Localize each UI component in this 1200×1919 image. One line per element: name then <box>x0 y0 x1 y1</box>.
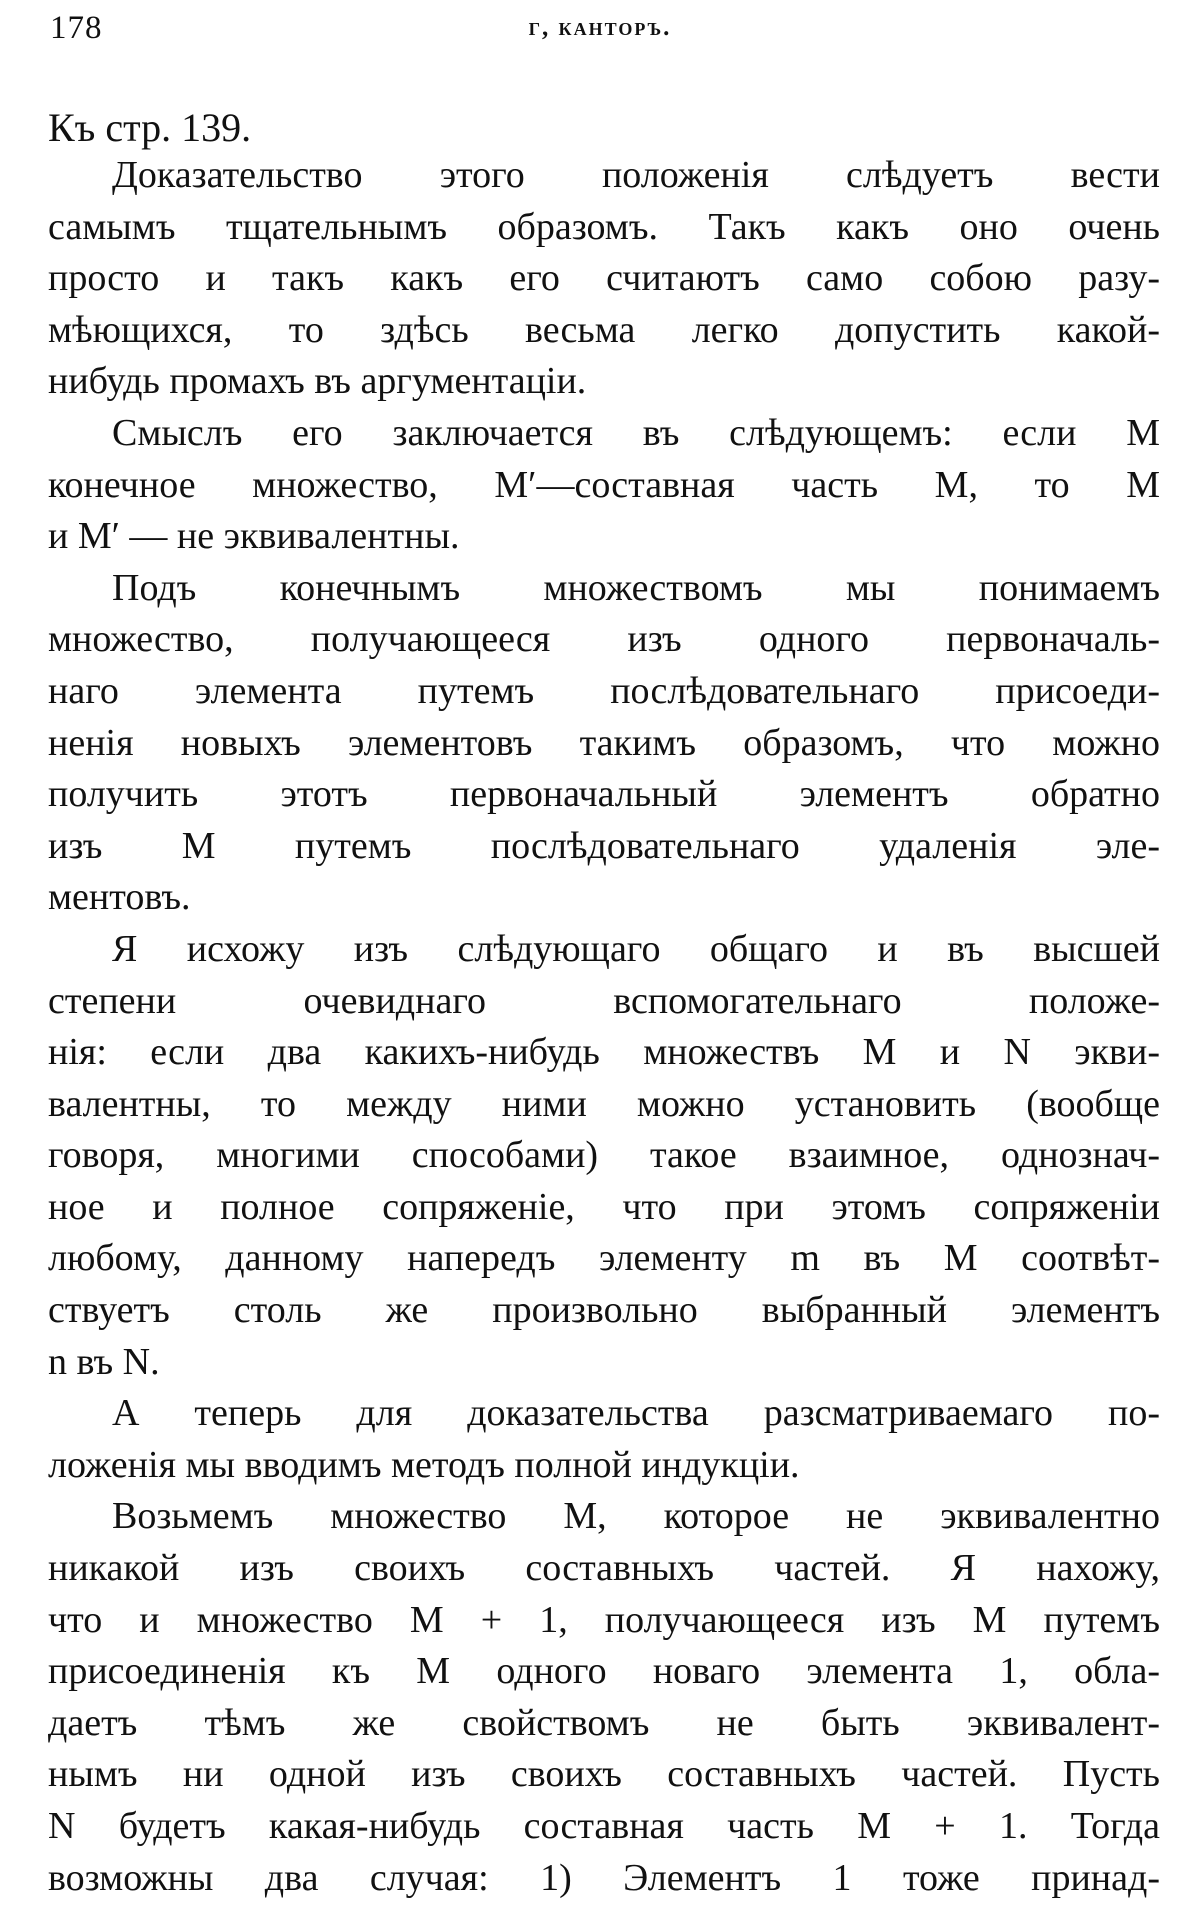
text-line: Доказательство этого положенія слѣдуетъ вести <box>112 154 1160 196</box>
running-head <box>50 10 1150 54</box>
text-line: получить этотъ первоначальный элементъ обратно <box>48 773 1160 816</box>
text-line: нибудь промахъ въ аргументаціи. <box>48 360 587 403</box>
text-line: нымъ ни одной изъ своихъ составныхъ частей. Пусть <box>48 1753 1160 1796</box>
body-text <box>48 150 1160 1904</box>
text-line: ствуетъ столь же произвольно выбранный элементъ <box>48 1289 1160 1332</box>
text-line: самымъ тщательнымъ образомъ. Такъ какъ оно очень <box>48 205 1160 248</box>
text-line: возможны два случая: 1) Элементъ 1 тоже принад- <box>48 1856 1160 1899</box>
text-line: n въ N. <box>48 1340 160 1383</box>
text-line: А теперь для доказательства разсматриваемаго по- <box>112 1392 1160 1435</box>
text-line: валентны, то между ними можно установить (вообще <box>48 1082 1160 1125</box>
text-line: нія: если два какихъ-нибудь множествъ M и N экви- <box>48 1031 1160 1074</box>
text-line: ное и полное сопряженіе, что при этомъ сопряженіи <box>48 1185 1160 1228</box>
text-line: и M′ — не эквивалентны. <box>48 515 460 558</box>
text-line: ненія новыхъ элементовъ такимъ образомъ, что можно <box>48 721 1160 764</box>
text-line: что и множество M + 1, получающееся изъ M путемъ <box>48 1598 1160 1641</box>
text-line: присоединенія къ M одного новаго элемента 1, обла- <box>48 1650 1160 1693</box>
text-line: ментовъ. <box>48 876 191 919</box>
text-line: никакой изъ своихъ составныхъ частей. Я нахожу, <box>48 1547 1160 1590</box>
text-line: Возьмемъ множество M, которое не эквивалентно <box>112 1495 1160 1538</box>
text-line: наго элемента путемъ послѣдовательнаго присоеди- <box>48 669 1160 712</box>
text-line: ложенія мы вводимъ методъ полной индукціи. <box>48 1443 800 1486</box>
text-line: просто и такъ какъ его считаютъ само собою разу- <box>48 257 1160 300</box>
text-line: конечное множество, M′—составная часть M, то M <box>48 463 1160 506</box>
page-number: 178 <box>50 10 103 46</box>
section-reference: Къ стр. 139. <box>48 105 252 150</box>
text-line: Я исхожу изъ слѣдующаго общаго и въ высшей <box>112 927 1160 970</box>
text-line: изъ M путемъ послѣдовательнаго удаленія эле- <box>48 824 1160 867</box>
text-line: говоря, многими способами) такое взаимное, однознач- <box>48 1134 1160 1177</box>
text-line: множество, получающееся изъ одного первоначаль- <box>48 618 1160 661</box>
text-line: N будетъ какая-нибудь составная часть M + 1. Тогда <box>48 1805 1160 1847</box>
text-line: даетъ тѣмъ же свойствомъ не быть эквивалент- <box>48 1701 1160 1744</box>
text-line: Смыслъ его заключается въ слѣдующемъ: если M <box>112 411 1160 454</box>
text-line: Подъ конечнымъ множествомъ мы понимаемъ <box>112 566 1160 609</box>
running-title: г, канторъ. <box>528 14 672 41</box>
text-line: любому, данному напередъ элементу m въ M соотвѣт- <box>48 1237 1160 1280</box>
text-line: степени очевиднаго вспомогательнаго положе- <box>48 979 1160 1022</box>
text-line: мѣющихся, то здѣсь весьма легко допустить какой- <box>48 308 1160 351</box>
